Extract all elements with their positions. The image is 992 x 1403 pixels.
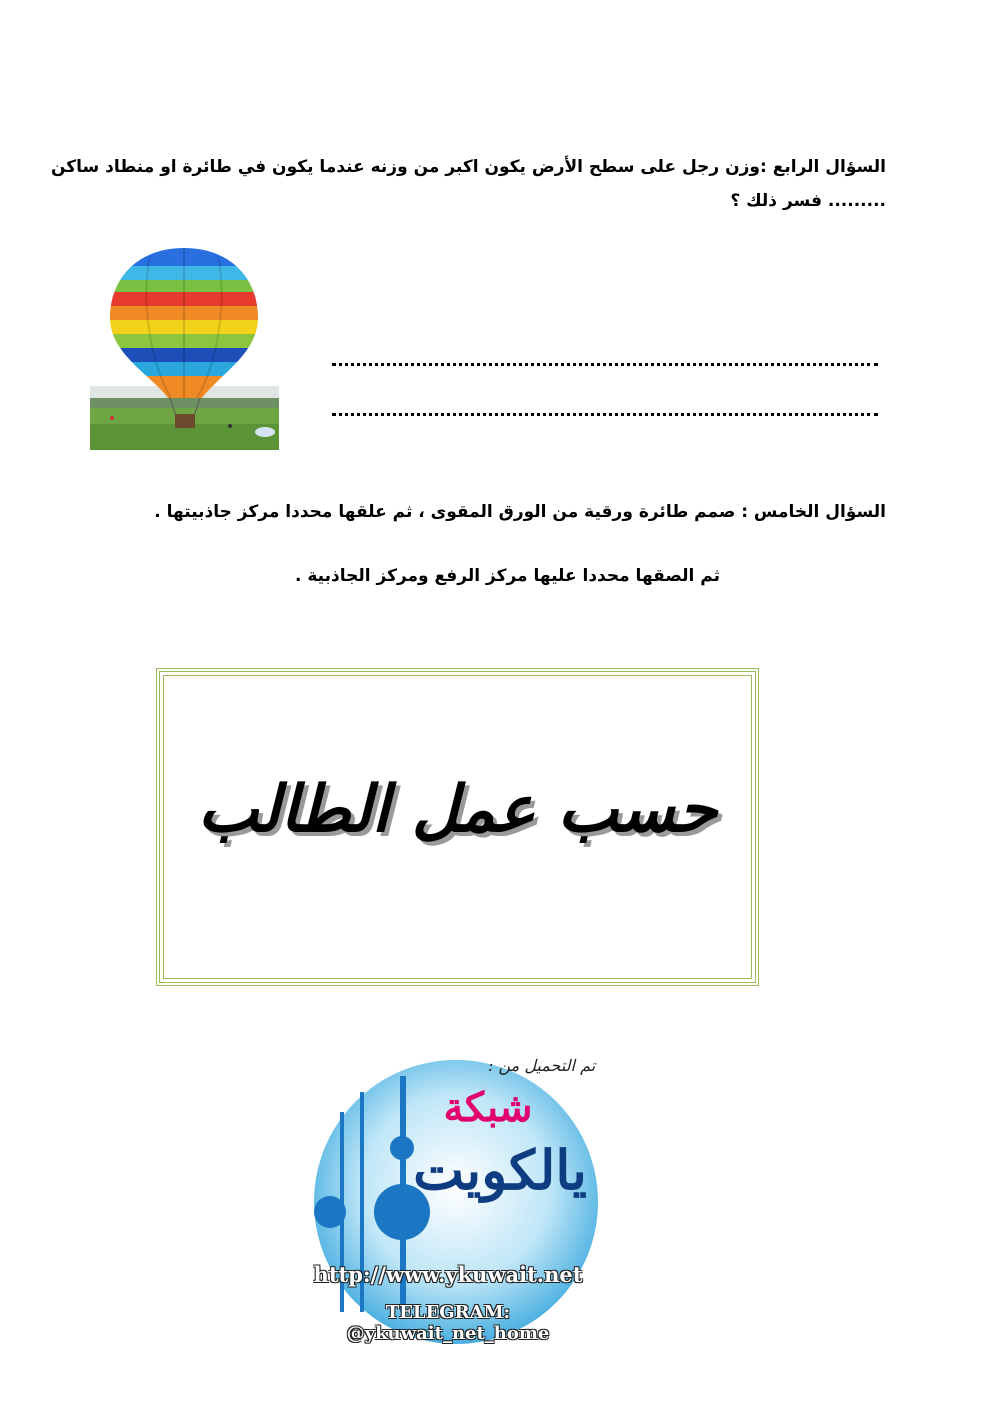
question-5-text: السؤال الخامس : صمم طائرة ورقية من الورق المقوى ، ثم علقها محددا مركز جاذبيتها . — [154, 502, 886, 522]
answer-line-1 — [332, 363, 878, 366]
answer-line-2 — [332, 413, 878, 416]
question-4-text: السؤال الرابع :وزن رجل على سطح الأرض يكون اكبر من وزنه عندما يكون في طائرة او منطاد ساكن ......... فسر ذلك ؟ — [50, 157, 886, 211]
logo-telegram: TELEGRAM: @ykuwait_net_home — [346, 1302, 550, 1344]
hot-air-balloon-image — [90, 236, 279, 450]
logo-url: http://www.ykuwait.net — [313, 1262, 583, 1287]
answer-box — [156, 668, 759, 986]
logo-brand-top: شبكة — [443, 1084, 533, 1131]
logo-brand-main: يالكويت — [413, 1138, 587, 1202]
question-5-subtext: ثم الصقها محددا عليها مركز الرفع ومركز الجاذبية . — [295, 566, 720, 586]
answer-box-text: حسب عمل الطالب — [197, 772, 718, 847]
logo-caption: تم التحميل من : — [488, 1056, 596, 1075]
